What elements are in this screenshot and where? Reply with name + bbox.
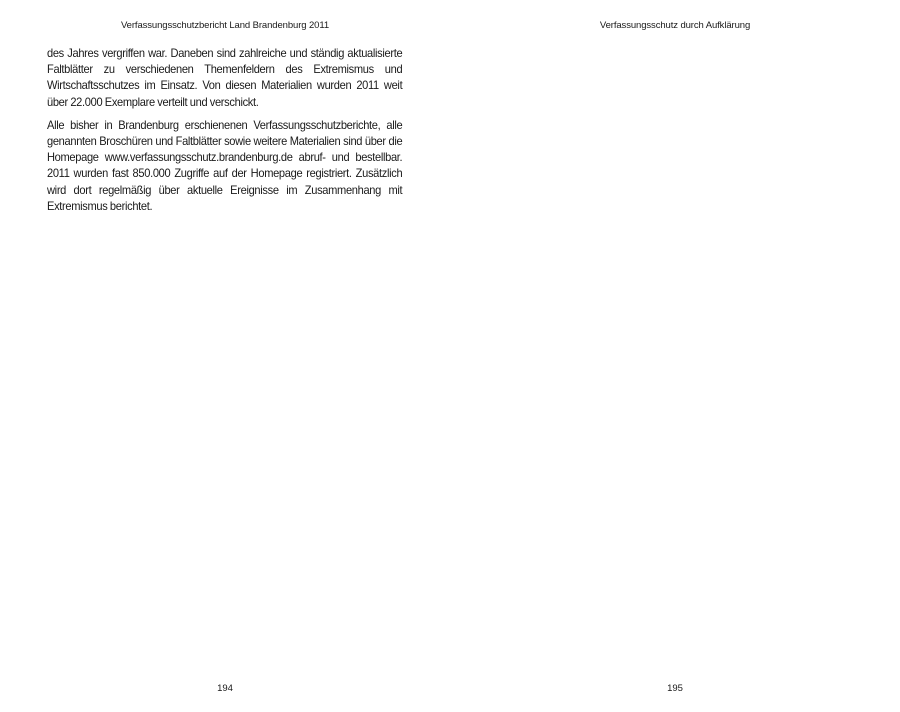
body-text	[47, 45, 403, 221]
running-header-right: Verfassungsschutz durch Aufklärung	[599, 20, 751, 31]
page-number-right: 195	[667, 683, 683, 694]
page-number-left: 194	[217, 683, 233, 694]
right-page	[450, 0, 900, 712]
paragraph-2: Alle bisher in Brandenburg erschienenen Verfassungsschutzberichte, alle genannten Broschüren und Faltblätter sowie weitere Materialien sind über die Homepage www.verfassungsschutz.brandenburg.de abruf- und bestellbar. 2011 wurden fast 850.000 Zugriffe auf der Homepage registriert. Zusätzlich wird dort regelmäßig über aktuelle Ereignisse im Zusammenhang mit Extremismus berichtet.	[47, 117, 403, 213]
paragraph-1: des Jahres vergriffen war. Daneben sind zahlreiche und ständig aktualisierte Faltblätter zu verschiedenen Themenfeldern des Extremismus und Wirtschaftsschutzes im Einsatz. Von diesen Materialien wurden 2011 weit über 22.000 Exemplare verteilt und verschickt.	[47, 46, 403, 109]
running-header-left: Verfassungsschutzbericht Land Brandenburg 2011	[120, 20, 330, 31]
